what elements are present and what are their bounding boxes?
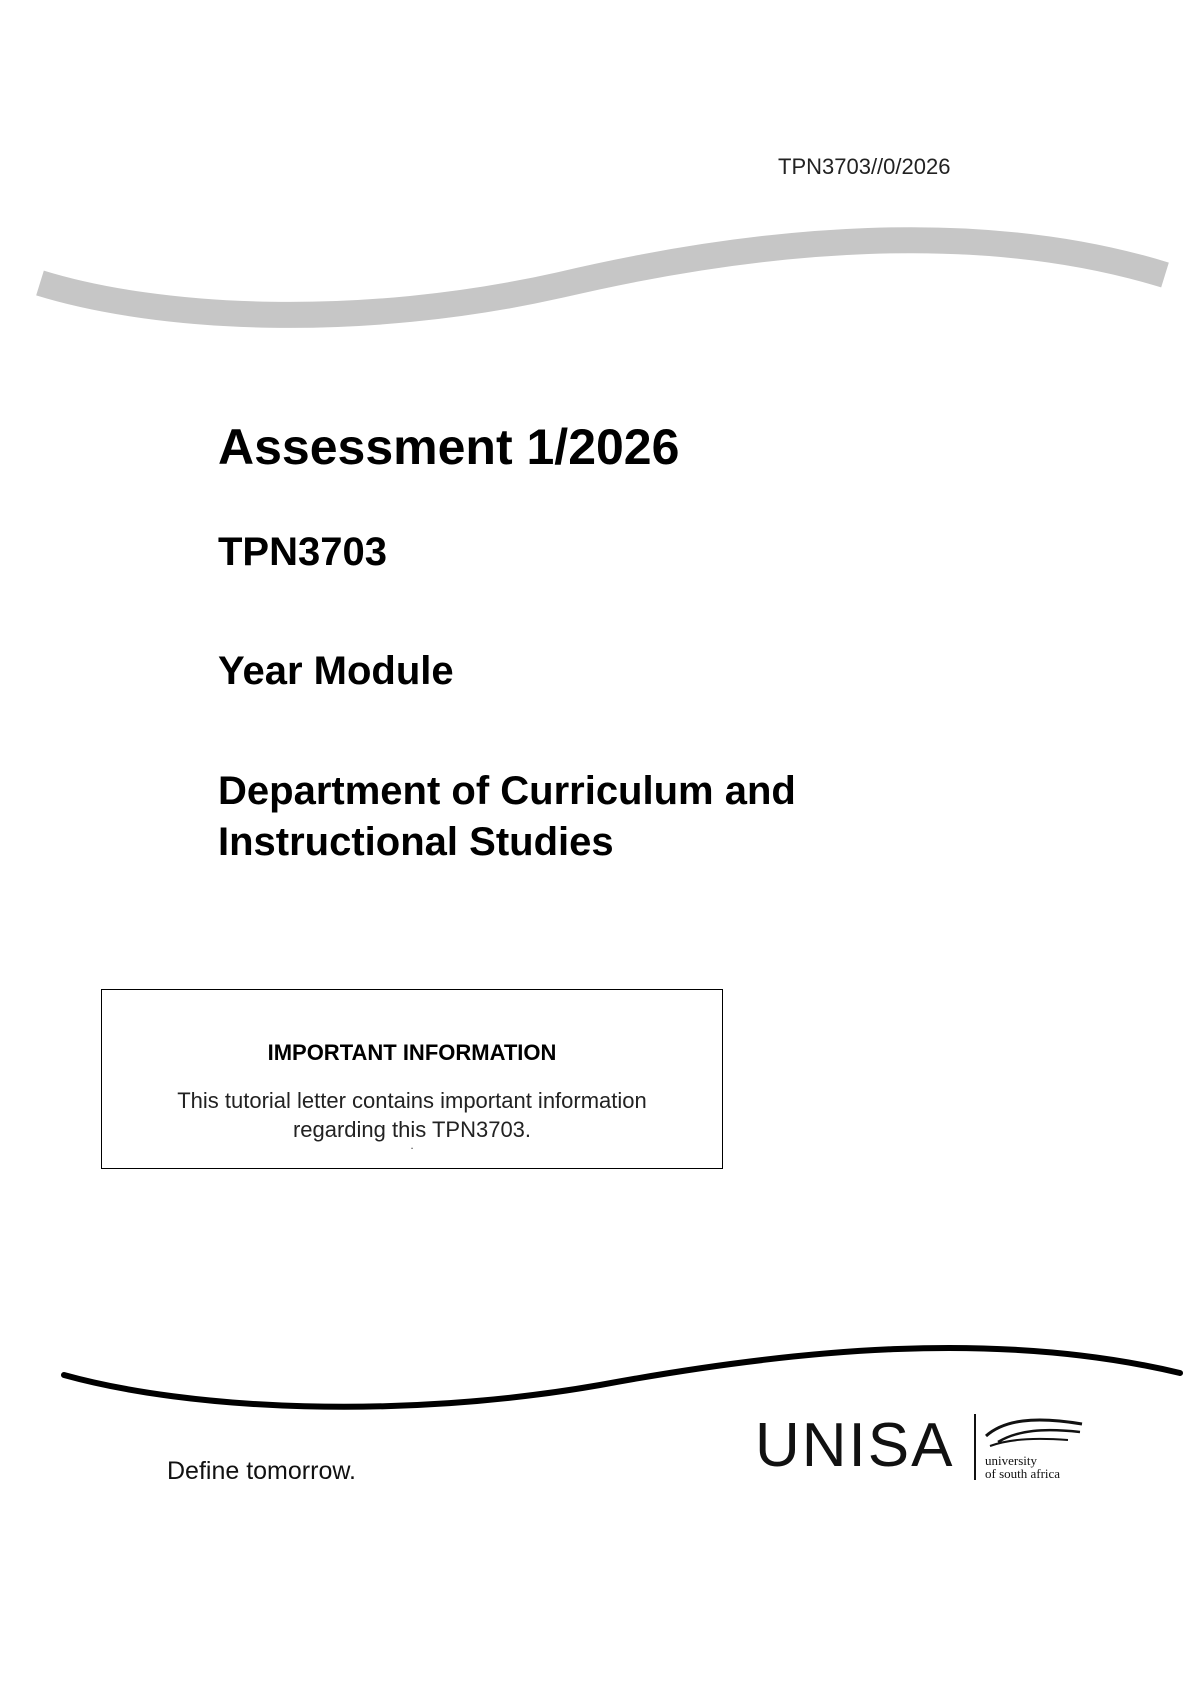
department-name xyxy=(218,766,796,868)
info-text-line-2: regarding this TPN3703. xyxy=(292,1117,532,1142)
page-title: Assessment 1/2026 xyxy=(218,419,680,475)
module-code: TPN3703 xyxy=(218,530,387,574)
logo-divider xyxy=(974,1414,976,1480)
logo-subtitle-line-2: of south africa xyxy=(985,1466,1061,1481)
document-code: TPN3703//0/2026 xyxy=(778,154,951,179)
info-heading: IMPORTANT INFORMATION xyxy=(267,1040,557,1065)
info-text-line-1: This tutorial letter contains important information xyxy=(177,1088,647,1113)
info-dot: . xyxy=(410,1138,414,1152)
top-decorative-wave xyxy=(0,0,1200,360)
slogan: Define tomorrow. xyxy=(167,1457,356,1485)
info-text xyxy=(122,1086,702,1144)
logo-subtitle-line-1: university xyxy=(985,1453,1037,1468)
module-type: Year Module xyxy=(218,649,454,693)
important-information-box xyxy=(101,989,723,1169)
logo-wordmark: UNISA xyxy=(755,1411,955,1480)
unisa-logo xyxy=(755,1410,1085,1482)
logo-wave-icon xyxy=(984,1416,1084,1452)
department-line-2: Instructional Studies xyxy=(218,820,614,864)
department-line-1: Department of Curriculum and xyxy=(218,769,796,813)
logo-subtitle xyxy=(985,1454,1060,1480)
